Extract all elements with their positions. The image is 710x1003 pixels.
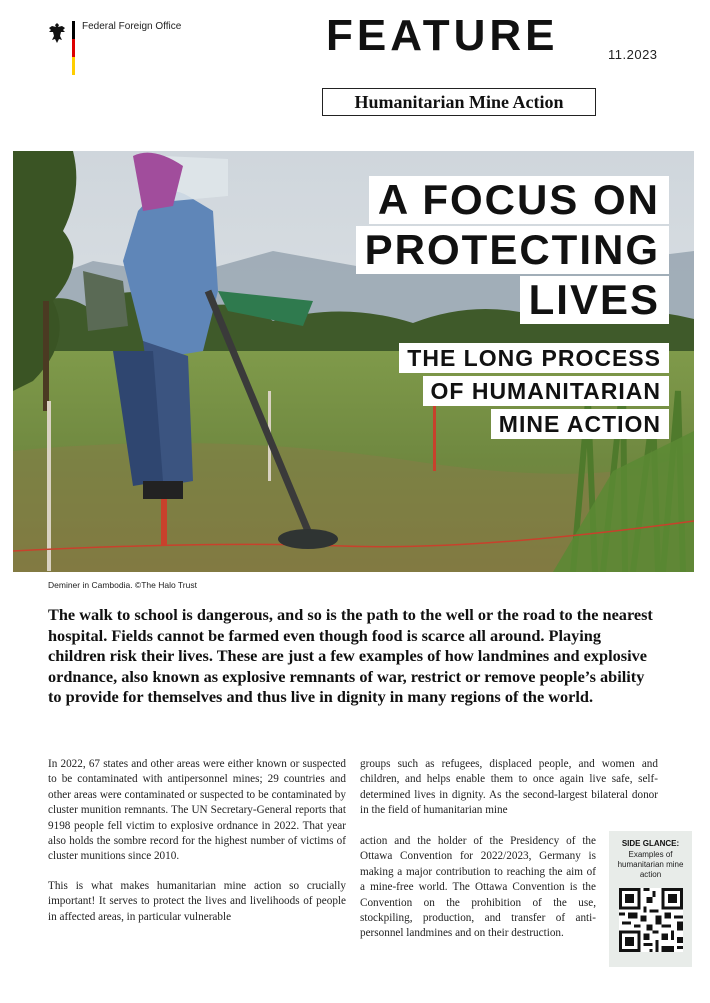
side-glance-text: Examples of humanitarian mine action	[617, 850, 684, 879]
subheadline-line-2: OF HUMANITARIAN	[423, 376, 670, 406]
german-flag-bar	[72, 21, 75, 75]
lead-paragraph: The walk to school is dangerous, and so is the path to the well or the road to the nearest hospital. Fields cannot be farmed even though food is scarce all around. Playing children risk their lives. These are just a few examples of how landmines and explosive ordnance, also known as explosive remnants of war, restrict or remove people’s ability to provide for themselves and thus live in dignity in many regions of the world.	[48, 605, 653, 706]
photo-caption: Deminer in Cambodia. ©The Halo Trust	[48, 580, 197, 590]
topic-label: Humanitarian Mine Action	[354, 91, 564, 112]
body-column-2-top: groups such as refugees, displaced people, and women and children, and helps enable them to once again live safe, self-determined lives in dignity. As the second-largest bilateral donor in the field of humanitarian mine	[360, 758, 658, 817]
issue-date: 11.2023	[608, 47, 658, 62]
publisher-name: Federal Foreign Office	[82, 21, 182, 32]
headline	[356, 176, 669, 326]
subheadline-line-1: THE LONG PROCESS	[399, 343, 669, 373]
body-column-2-bottom: action and the holder of the Presidency of the Ottawa Convention for 2022/2023, Germany is making a major contribution to reaching the aim of a mine-free world. The Ottawa Convention is the Convention on the prohibition of the use, stockpiling, production, and transfer of anti-personnel landmines and on their destruction.	[360, 835, 596, 940]
headline-line-2: PROTECTING	[356, 226, 669, 274]
side-glance-title: SIDE GLANCE:	[621, 839, 680, 848]
side-glance-box[interactable]	[609, 831, 692, 967]
headline-line-3: LIVES	[520, 276, 669, 324]
qr-code-icon[interactable]	[619, 888, 683, 952]
feature-label: FEATURE	[326, 11, 559, 60]
body-paragraph-1: In 2022, 67 states and other areas were either known or suspected to be contaminated with antipersonnel mines; 29 countries and other areas were contaminated or suspected to be contaminated by cluster munition remnants. The UN Secretary-General reports that 9198 people fell victim to explosive ordnance in 2022. That year also holds the sombre record for the highest number of victims of cluster munitions since 2010.	[48, 758, 346, 863]
headline-line-1: A FOCUS ON	[369, 176, 669, 224]
topic-box	[322, 88, 596, 116]
subheadline-line-3: MINE ACTION	[491, 409, 669, 439]
body-paragraph-2: This is what makes humanitarian mine action so crucially important! It serves to protect the lives and livelihoods of people in affected areas, in particular vulnerable	[48, 879, 346, 923]
subheadline	[399, 343, 669, 442]
federal-eagle-icon	[48, 22, 66, 44]
body-column-1	[48, 757, 346, 939]
